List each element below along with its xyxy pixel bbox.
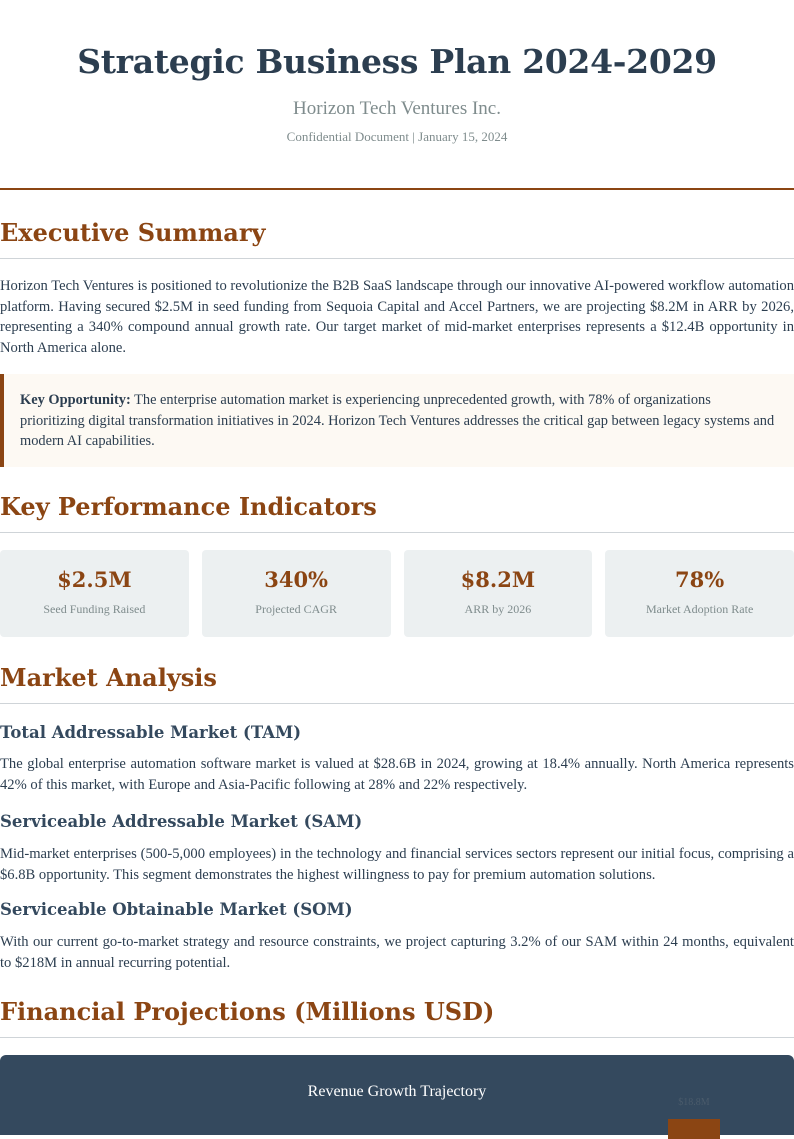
executive-summary-section xyxy=(0,218,794,259)
document-meta: Confidential Document | January 15, 2024 xyxy=(286,129,508,144)
sam-body xyxy=(0,844,794,885)
kpi-value: 78% xyxy=(675,567,725,592)
key-opportunity-callout xyxy=(0,374,794,467)
kpi-label: Seed Funding Raised xyxy=(43,602,146,616)
sam-heading: Serviceable Addressable Market (SAM) xyxy=(0,812,363,831)
kpi-section xyxy=(0,492,794,533)
kpi-cards xyxy=(0,550,794,637)
callout-text: The enterprise automation market is experiencing unprecedented growth, with 78% of organizations prioritizing digital transformation initiatives in 2024. Horizon Tech Ventures addresses the critical gap between legacy systems and modern AI capabilities. xyxy=(20,392,775,449)
chart-title: Revenue Growth Trajectory xyxy=(307,1083,487,1100)
kpi-card xyxy=(202,550,391,637)
executive-summary-heading: Executive Summary xyxy=(0,218,794,259)
sam-paragraph: Mid-market enterprises (500-5,000 employees) in the technology and financial services sectors represent our initial focus, comprising a $6.8B opportunity. This segment demonstrates the highest willingness to pay for premium automation solutions. xyxy=(0,846,794,883)
company-name: Horizon Tech Ventures Inc. xyxy=(293,98,501,119)
document-header xyxy=(0,0,794,190)
kpi-label: Market Adoption Rate xyxy=(645,602,754,616)
kpi-card xyxy=(404,550,593,637)
executive-summary-paragraph: Horizon Tech Ventures is positioned to revolutionize the B2B SaaS landscape through our innovative AI-powered workflow automation platform. Having secured $2.5M in seed funding from Sequoia Capital and Accel Partners, we are projecting $8.2M in ARR by 2026, representing a 340% compound annual growth rate. Our target market of mid-market enterprises represents a $12.4B opportunity in North America alone. xyxy=(0,278,794,356)
sam-block xyxy=(0,811,794,833)
kpi-card xyxy=(605,550,794,637)
kpi-value: $8.2M xyxy=(460,567,536,592)
executive-summary-body xyxy=(0,276,794,358)
kpi-label: ARR by 2026 xyxy=(464,602,532,616)
financial-projections-section xyxy=(0,997,794,1038)
som-paragraph: With our current go-to-market strategy and resource constraints, we project capturing 3.2% of our SAM within 24 months, equivalent to $218M in annual recurring potential. xyxy=(0,934,794,971)
callout-label: Key Opportunity: xyxy=(20,392,131,408)
revenue-chart xyxy=(0,1055,794,1135)
kpi-value: 340% xyxy=(264,567,329,592)
callout-box xyxy=(0,374,794,467)
kpi-heading: Key Performance Indicators xyxy=(0,492,794,533)
document-title: Strategic Business Plan 2024-2029 xyxy=(77,42,717,81)
tam-heading: Total Addressable Market (TAM) xyxy=(0,723,302,742)
kpi-card xyxy=(0,550,189,637)
chart-bar xyxy=(668,1119,720,1139)
tam-paragraph: The global enterprise automation software market is valued at $28.6B in 2024, growing at 18.4% annually. North America represents 42% of this market, with Europe and Asia-Pacific following at 28% and 22% respectively. xyxy=(0,756,794,793)
market-analysis-heading: Market Analysis xyxy=(0,663,794,704)
som-body xyxy=(0,932,794,973)
tam-block xyxy=(0,722,794,744)
som-heading: Serviceable Obtainable Market (SOM) xyxy=(0,900,353,919)
kpi-value: $2.5M xyxy=(57,567,132,592)
market-analysis-section xyxy=(0,663,794,704)
tam-body xyxy=(0,754,794,795)
financial-projections-heading: Financial Projections (Millions USD) xyxy=(0,997,794,1038)
chart-bar-label: $18.8M xyxy=(678,1097,710,1108)
kpi-label: Projected CAGR xyxy=(255,602,337,616)
som-block xyxy=(0,899,794,921)
